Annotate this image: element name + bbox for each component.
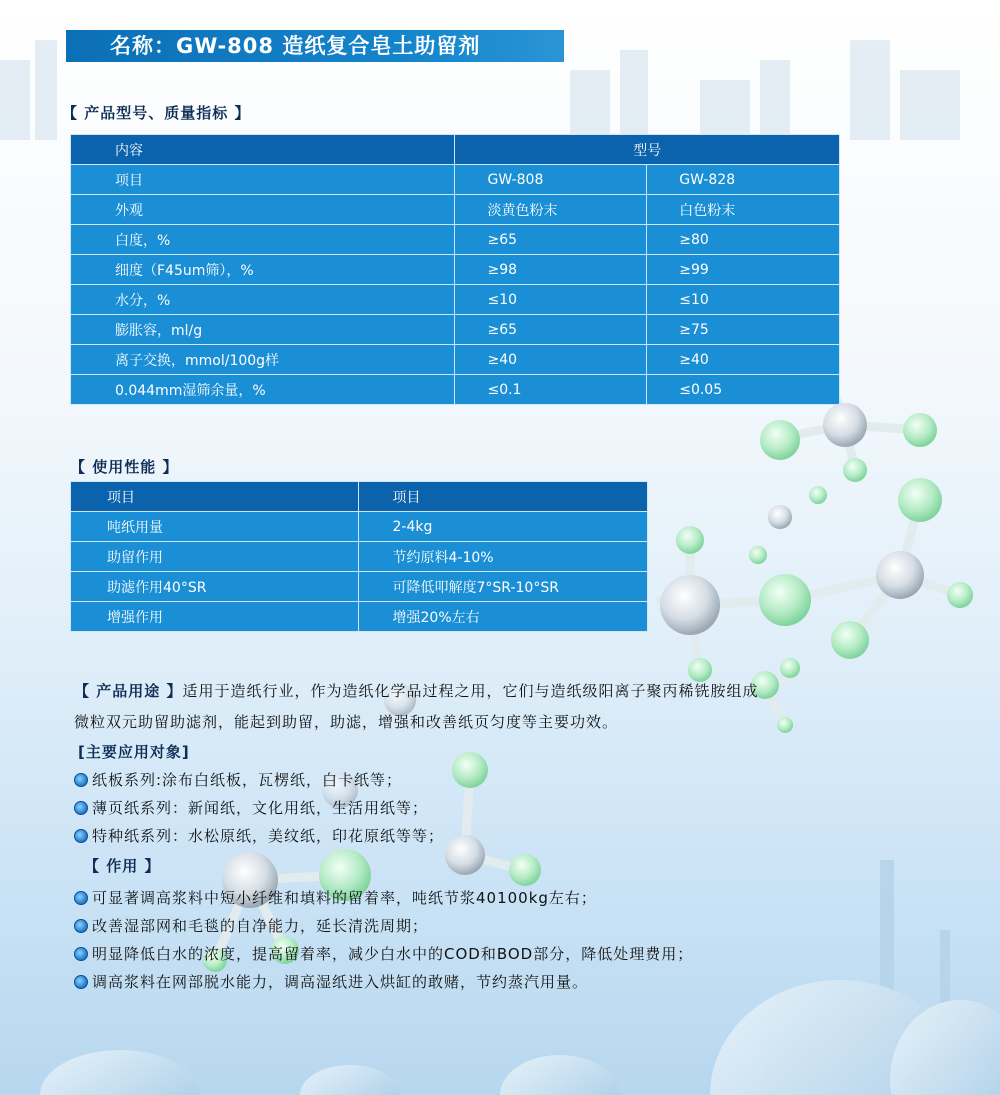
spec-gw808: ≥65 [455,315,647,345]
bullet-icon [74,773,88,787]
spec-gw808: ≤10 [455,285,647,315]
table-row [71,602,648,632]
spec-item: 外观 [71,195,455,225]
spec-item: 离子交换，mmol/100g样 [71,345,455,375]
spec-gw828: ≥99 [647,255,840,285]
list-item [74,794,444,822]
bullet-icon [74,919,88,933]
spec-gw808: ≥40 [455,345,647,375]
effect-text: 调高浆料在网部脱水能力，调高湿纸进入烘缸的敢赌，节约蒸汽用量。 [92,973,589,991]
table-row [71,195,840,225]
spec-gw828: ≤10 [647,285,840,315]
spec-gw808: GW-808 [455,165,647,195]
usage-value: 节约原料4-10% [358,542,648,572]
table-row [71,315,840,345]
table-row [71,512,648,542]
usage-table-header [71,482,648,512]
spec-header-model: 型号 [455,135,840,165]
table-row [71,572,648,602]
usage-item: 吨纸用量 [71,512,359,542]
purpose-line-2: 微粒双元助留助滤剂，能起到助留，助滤，增强和改善纸页匀度等主要功效。 [74,713,619,731]
spec-gw828: ≥75 [647,315,840,345]
spec-gw828: ≥40 [647,345,840,375]
spec-gw828: GW-828 [647,165,840,195]
targets-label: [主要应用对象] [78,743,190,761]
usage-item: 助留作用 [71,542,359,572]
table-row [71,165,840,195]
list-item [74,940,693,968]
usage-table [70,481,648,632]
list-item [74,822,444,850]
spec-header-content: 内容 [71,135,455,165]
effects-label: 【 作用 】 [84,857,161,875]
bullet-icon [74,975,88,989]
target-text: 薄页纸系列：新闻纸，文化用纸，生活用纸等； [92,799,429,817]
effect-text: 可显著调高浆料中短小纤维和填料的留着率，吨纸节浆40100kg左右； [92,889,597,907]
table-row [71,255,840,285]
table-row [71,375,840,405]
page-title: 名称：GW-808 造纸复合皂土助留剂 [66,30,564,62]
list-item [74,968,693,996]
spec-item: 细度（F45um筛），% [71,255,455,285]
bullet-icon [74,947,88,961]
table-row [71,345,840,375]
purpose-text-1: 适用于造纸行业，作为造纸化学品过程之用，它们与造纸级阳离子聚丙稀铣胺组成 [182,682,759,700]
purpose-line-1 [74,680,758,701]
spec-item: 项目 [71,165,455,195]
table-row [71,225,840,255]
spec-item: 0.044mm湿筛余量，% [71,375,455,405]
usage-value: 可降低叩解度7°SR-10°SR [358,572,648,602]
table-row [71,542,648,572]
target-text: 特种纸系列：水松原纸，美纹纸，印花原纸等等； [92,827,445,845]
usage-item: 增强作用 [71,602,359,632]
spec-gw828: ≥80 [647,225,840,255]
spec-gw808: ≥98 [455,255,647,285]
effect-text: 改善湿部网和毛毯的自净能力，延长清洗周期； [92,917,429,935]
bullet-icon [74,801,88,815]
list-item [74,912,693,940]
usage-value: 增强20%左右 [358,602,648,632]
usage-header-item: 项目 [71,482,359,512]
spec-table-header [71,135,840,165]
target-text: 纸板系列:涂布白纸板，瓦楞纸，白卡纸等； [92,771,403,789]
spec-table [70,134,840,405]
usage-value: 2-4kg [358,512,648,542]
spec-item: 水分，% [71,285,455,315]
list-item [74,884,693,912]
bullet-icon [74,891,88,905]
effect-text: 明显降低白水的浓度，提高留着率，减少白水中的COD和BOD部分，降低处理费用； [92,945,694,963]
usage-item: 助滤作用40°SR [71,572,359,602]
spec-section-label: 【 产品型号、质量指标 】 [62,104,251,122]
bullet-icon [74,829,88,843]
effects-list [74,884,693,996]
spec-gw808: ≤0.1 [455,375,647,405]
spec-gw828: 白色粉末 [647,195,840,225]
purpose-tag: 【 产品用途 】 [74,682,183,700]
usage-header-value: 项目 [358,482,648,512]
spec-item: 膨胀容，ml/g [71,315,455,345]
spec-gw808: ≥65 [455,225,647,255]
spec-item: 白度，% [71,225,455,255]
list-item [74,766,444,794]
usage-section-label: 【 使用性能 】 [70,458,179,476]
spec-gw808: 淡黄色粉末 [455,195,647,225]
targets-list [74,766,444,850]
table-row [71,285,840,315]
spec-gw828: ≤0.05 [647,375,840,405]
